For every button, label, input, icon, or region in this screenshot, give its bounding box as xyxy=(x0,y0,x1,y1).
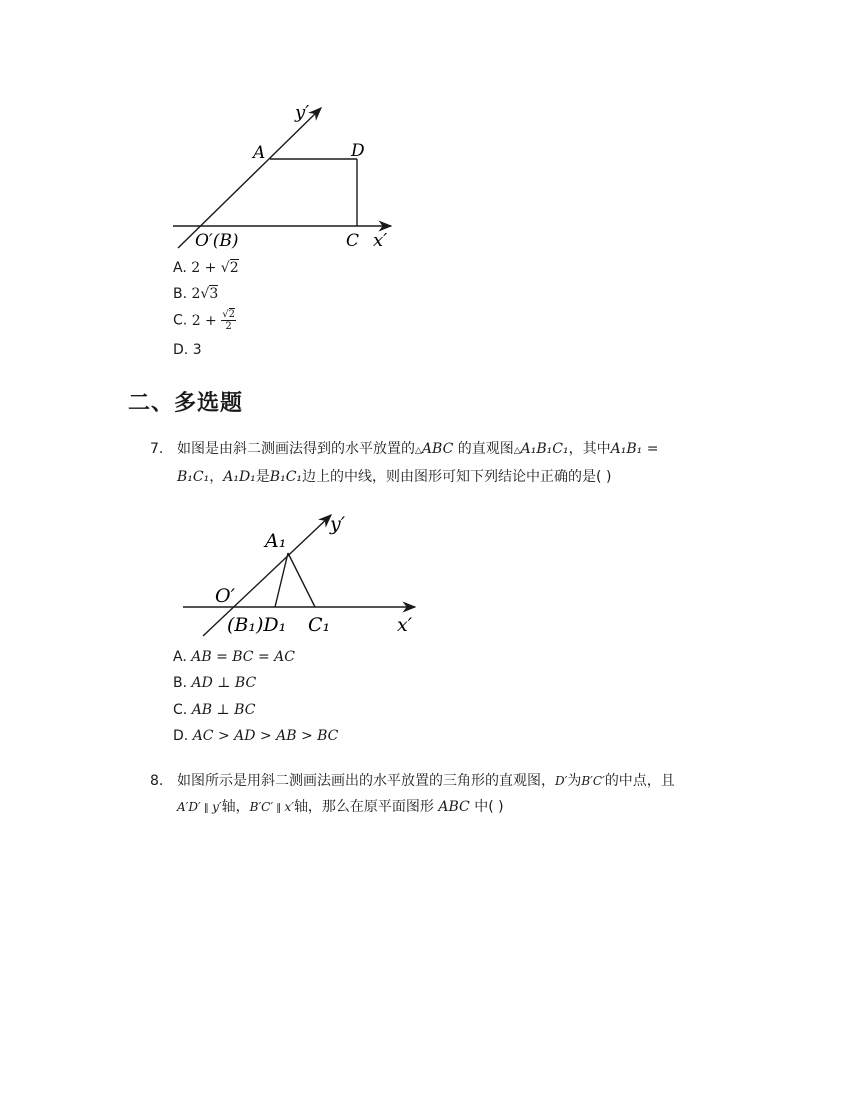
label-x: x′ xyxy=(397,614,413,636)
q6-option-a-text: 2 + √2 xyxy=(191,260,239,276)
q6-option-b[interactable]: B. 2√3 xyxy=(173,286,219,302)
label-ob: O′(B) xyxy=(195,231,239,251)
label-y: y′ xyxy=(295,102,310,123)
question-8-line-2: A′D′ ∥ y′轴，B′C′ ∥ x′轴，那么在原平面图形 ABC 中( ) xyxy=(177,799,504,815)
q7-option-a[interactable]: A. AB = BC = AC xyxy=(173,649,295,665)
label-a1: A₁ xyxy=(265,530,287,552)
figure-triangle xyxy=(175,505,425,645)
label-d: D xyxy=(351,141,365,161)
q6-option-d[interactable]: D. 3 xyxy=(173,342,202,358)
label-c1: C₁ xyxy=(308,614,331,636)
figure-trapezoid xyxy=(165,98,405,258)
label-y: y′ xyxy=(330,513,346,535)
q6-option-c[interactable]: C. 2 + $\frac{√2}{2}$ xyxy=(173,309,235,332)
q7-option-c[interactable]: C. AB ⊥ BC xyxy=(173,702,256,718)
question-8-line-1: 如图所示是用斜二测画法画出的水平放置的三角形的直观图，D′为B′C′的中点，且 xyxy=(177,773,675,789)
q6-option-b-text: 2√3 xyxy=(191,286,219,302)
label-b1d1: (B₁)D₁ xyxy=(227,614,287,636)
label-c: C xyxy=(346,231,360,251)
q6-option-c-text: 2 + $\frac{√2}{2}$ xyxy=(191,309,235,332)
q6-option-a[interactable]: A. 2 + √2 xyxy=(173,260,239,276)
segment-a1c1 xyxy=(288,553,315,607)
question-8-number: 8. xyxy=(150,773,164,789)
section-title: 二、多选题 xyxy=(128,391,244,416)
question-7 xyxy=(150,436,750,490)
y-axis xyxy=(178,108,321,248)
question-7-line-1: 如图是由斜二测画法得到的水平放置的△ABC 的直观图△A₁B₁C₁，其中A₁B₁ = xyxy=(177,441,659,457)
q7-option-d[interactable]: D. AC > AD > AB > BC xyxy=(173,728,339,744)
label-x: x′ xyxy=(373,230,388,251)
q7-option-b[interactable]: B. AD ⊥ BC xyxy=(173,675,257,691)
question-8 xyxy=(150,768,770,822)
label-o: O′ xyxy=(215,585,235,607)
question-7-number: 7. xyxy=(150,441,164,457)
question-7-line-2: B₁C₁，A₁D₁是B₁C₁边上的中线，则由图形可知下列结论中正确的是( ) xyxy=(177,469,612,485)
label-a: A xyxy=(253,143,266,163)
